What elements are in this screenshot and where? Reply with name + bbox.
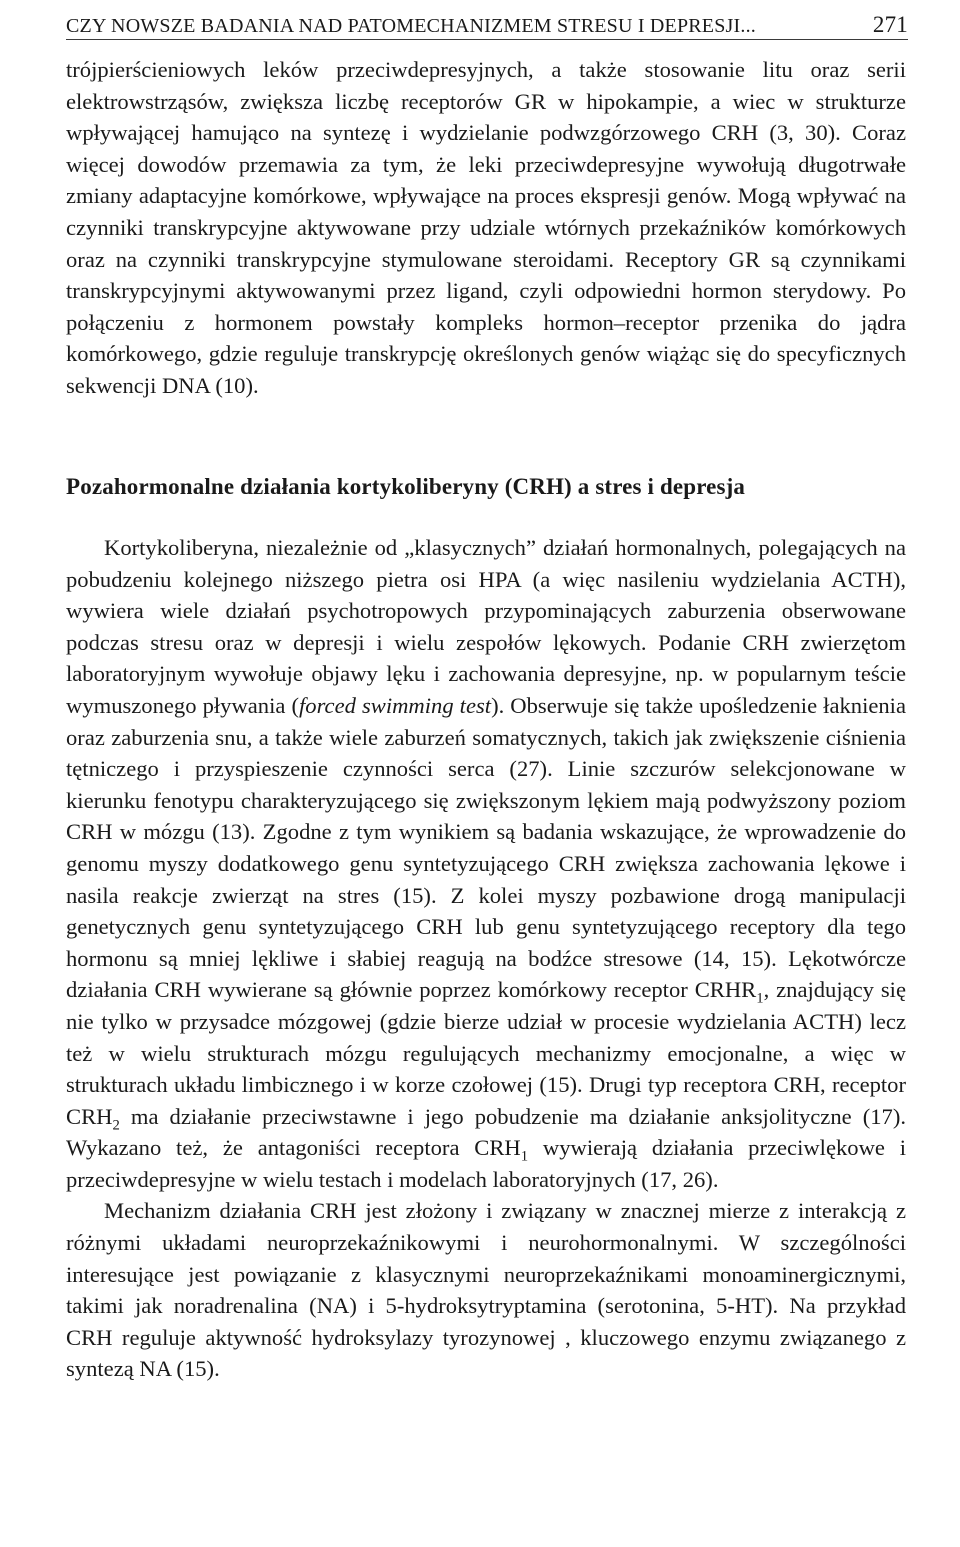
- forced-swim-test-term: forced swimming test: [299, 692, 492, 718]
- continued-paragraph-block: [66, 54, 906, 402]
- continued-paragraph: trójpierścieniowych leków przeciwdepresyjnych, a także stosowanie litu oraz serii elektrowstrząsów, zwiększa liczbę receptorów GR w hipokampie, a wiec w strukturze wpływającej hamująco na syntezę i wydzielanie podwzgórzowego CRH (3, 30). Coraz więcej dowodów przemawia za tym, że leki przeciwdepresyjne wywołują długotrwałe zmiany adaptacyjne komórkowe, wpływające na proces ekspresji genów. Mogą wpływać na czynniki transkrypcyjne aktywowane przy udziale wtórnych przekaźników komórkowych oraz na czynniki transkrypcyjne stymulowane steroidami. Receptory GR są czynnikami transkrypcyjnymi aktywowanymi przez ligand, czyli odpowiedni hormon sterydowy. Po połączeniu z hormonem powstały kompleks hormon–receptor przenika do jądra komórkowego, gdzie reguluje transkrypcję określonych genów wiążąc się do specyficznych sekwencji DNA (10).: [66, 57, 906, 398]
- p1-part-2: ). Obserwuje się także upośledzenie łaknienia oraz zaburzenia snu, a także wiele zaburzeń somatycznych, takich jak zwiększenie ciśnienia tętniczego i przyspieszenie czynności serca (27). Linie szczurów selekcjonowane w kierunku fenotypu charakteryzującego się zwiększonym lękiem mają podwyższony poziom CRH w mózgu (13). Zgodne z tym wynikiem są badania wskazujące, że wprowadzenie do genomu myszy dodatkowego genu syntetyzującego CRH zwiększa zachowania lękowe i nasila reakcje zwierząt na stres (15). Z kolei myszy pozbawione drogą manipulacji genetycznych genu syntetyzującego CRH lub genu syntetyzującego receptory dla tego hormonu są mniej lękliwe i słabiej reagują na bodźce stresowe (14, 15). Lękotwórcze działania CRH wywierane są głównie poprzez komórkowy receptor CRHR: [66, 692, 906, 1003]
- crhr1-subscript: 1: [756, 990, 764, 1007]
- crh2-subscript: 2: [112, 1117, 120, 1134]
- section-heading: Pozahormonalne działania kortykoliberyny (CRH) a stres i depresja: [66, 474, 746, 499]
- p1-part-1: Kortykoliberyna, niezależnie od „klasycznych” działań hormonalnych, polegających na pobudzeniu kolejnego niższego pietra osi HPA (a więc nasileniu wydzielania ACTH), wywiera wiele działań psychotropowych przypominających zaburzenia obserwowane podczas stresu oraz w depresji i wielu zespołów lękowych. Podanie CRH zwierzętom laboratoryjnym wywołuje objawy lęku i zachowania depresyjne, np. w popularnym teście wymuszonego pływania (: [66, 535, 906, 718]
- crh1-subscript: 1: [520, 1148, 529, 1165]
- section-body: [66, 532, 906, 1385]
- running-title: CZY NOWSZE BADANIA NAD PATOMECHANIZMEM STRESU I DEPRESJI...: [66, 15, 756, 37]
- page-number: 271: [872, 12, 908, 37]
- p1-part-4: ma działanie przeciwstawne i jego pobudzenie ma działanie anksjolityczne (17). Wykazano też, że antagoniści receptora CRH: [66, 1103, 906, 1161]
- paragraph-2: Mechanizm działania CRH jest złożony i związany w znacznej mierze z interakcją z różnymi układami neuroprzekaźnikowymi i neurohormonalnymi. W szczególności interesujące jest powiązanie z klasycznymi neuroprzekaźnikami monoaminergicznymi, takimi jak noradrenalina (NA) i 5-hydroksytryptamina (serotonina, 5-HT). Na przykład CRH reguluje aktywność hydroksylazy tyrozynowej , kluczowego enzymu związanego z syntezą NA (15).: [66, 1198, 906, 1382]
- paragraph-1: [66, 532, 906, 1195]
- p1-part-5: wywierają działania przeciwlękowe i przeciwdepresyjne w wielu testach i modelach laboratoryjnych (17, 26).: [66, 1135, 907, 1192]
- p1-part-3: , znajdujący się nie tylko w przysadce mózgowej (gdzie bierze udział w procesie wydzielania ACTH) lecz też w wielu strukturach mózgu regulujących mechanizmy emocjonalne, a więc w strukturach układu limbicznego i w korze czołowej (15). Drugi typ receptora CRH, receptor CRH: [66, 977, 906, 1129]
- header-rule: [66, 39, 908, 40]
- running-header: [66, 4, 908, 38]
